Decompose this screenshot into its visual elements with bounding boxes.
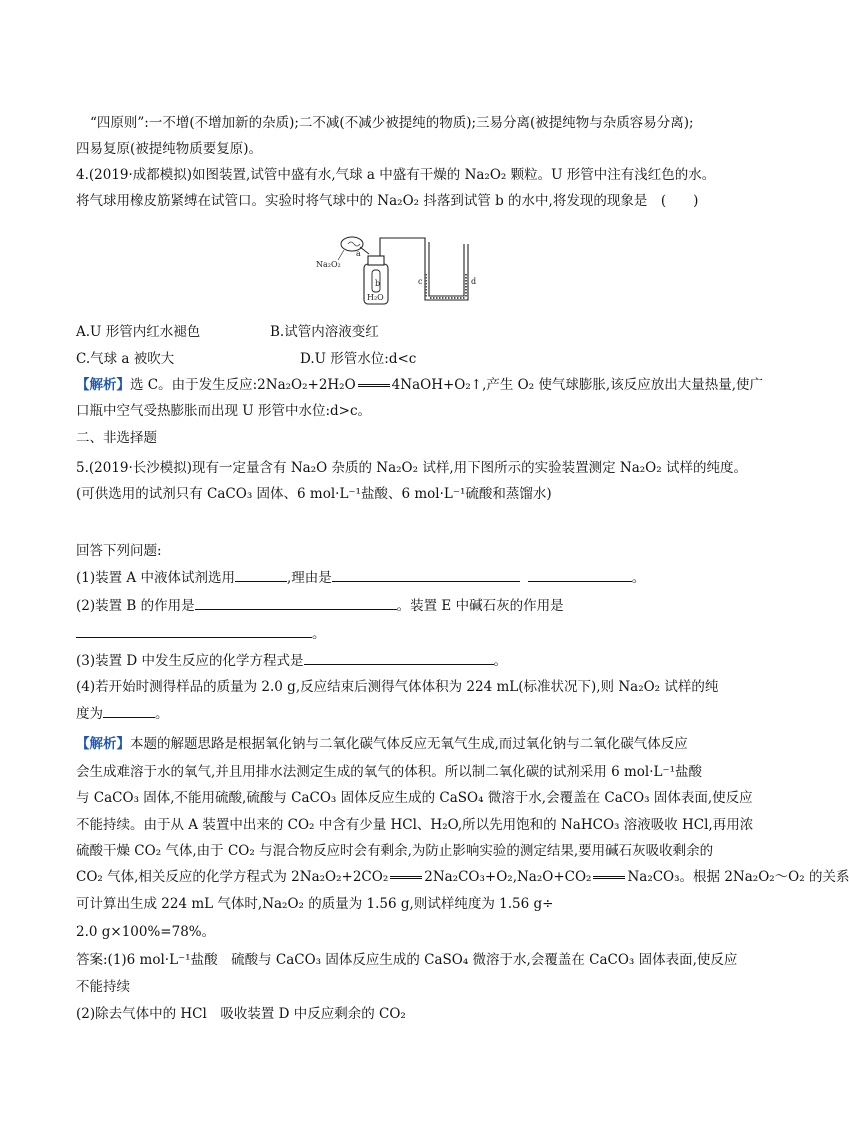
q5-analysis-line-6: CO₂ 气体,相关反应的化学方程式为 2Na₂O₂+2CO₂ 2Na₂CO₃+O₂,Na₂O+CO₂ Na₂CO₃。根据 2Na₂O₂～O₂ 的关系 — [76, 869, 849, 885]
q5-analysis-line-8: 2.0 g×100%=78%。 — [76, 924, 216, 940]
q5-sub3: (3)装置 D 中发生反应的化学方程式是 。 — [76, 650, 507, 671]
q5-analysis-line-4: 不能持续。由于从 A 装置中出来的 CO₂ 中含有少量 HCl、H₂O,所以先用饱和的 NaHCO₃ 溶液吸收 HCl,再用浓 — [76, 817, 754, 833]
q4-analysis-line-2: 口瓶中空气受热膨胀而出现 U 形管中水位:d>c。 — [76, 403, 372, 419]
label-c: c — [418, 277, 423, 286]
q5-answer-line-3: (2)除去气体中的 HCl 吸收装置 D 中反应剩余的 CO₂ — [76, 1006, 406, 1022]
q5-sub4-line-1: (4)若开始时测得样品的质量为 2.0 g,反应结束后测得气体体积为 224 mL(标准状况下),则 Na₂O₂ 试样的纯 — [76, 679, 719, 695]
q5-sub1: (1)装置 A 中液体试剂选用 ,理由是 。 — [76, 567, 645, 588]
q5-analysis-line-2: 会生成难溶于水的氧气,并且用排水法测定生成的氧气的体积。所以制二氧化碳的试剂采用 6 mol·L⁻¹盐酸 — [76, 764, 703, 780]
q4-apparatus-figure — [308, 234, 488, 310]
q5-sub2: (2)装置 B 的作用是 。装置 E 中碱石灰的作用是 — [76, 595, 564, 616]
q4-stem-line-2: 将气球用橡皮筋紧缚在试管口。实验时将气球中的 Na₂O₂ 抖落到试管 b 的水中,将发现的现象是 ( ) — [76, 193, 699, 209]
q4-analysis-line-1: 【解析】选 C。由于发生反应:2Na₂O₂+2H₂O 4NaOH+O₂↑,产生 O₂ 使气球膨胀,该反应放出大量热量,使广 — [76, 377, 764, 393]
blank-reason-2 — [528, 567, 632, 582]
label-b: b — [375, 279, 381, 288]
blank-reason-1 — [332, 567, 520, 582]
blank-reagent — [235, 567, 287, 582]
q5-stem-line-1: 5.(2019·长沙模拟)现有一定量含有 Na₂O 杂质的 Na₂O₂ 试样,用下图所示的实验装置测定 Na₂O₂ 试样的纯度。 — [76, 460, 747, 476]
q4-stem-line-1: 4.(2019·成都模拟)如图装置,试管中盛有水,气球 a 中盛有干燥的 Na₂O₂ 颗粒。U 形管中注有浅红色的水。 — [76, 167, 716, 183]
q5-stem-line-2: (可供选用的试剂只有 CaCO₃ 固体、6 mol·L⁻¹盐酸、6 mol·L⁻¹硫酸和蒸馏水) — [76, 486, 552, 502]
q5-analysis-line-7: 可计算出生成 224 mL 气体时,Na₂O₂ 的质量为 1.56 g,则试样纯度为 1.56 g÷ — [76, 896, 554, 912]
label-na2o2: Na₂O₂ — [316, 260, 341, 269]
principle-line-2: 四易复原(被提纯物质要复原)。 — [76, 141, 263, 157]
q5-answer-line-2: 不能持续 — [76, 979, 130, 995]
blank-device-b — [195, 595, 397, 610]
q5-analysis-line-3: 与 CaCO₃ 固体,不能用硫酸,硫酸与 CaCO₃ 固体反应生成的 CaSO₄ 微溶于水,会覆盖在 CaCO₃ 固体表面,使反应 — [76, 790, 753, 806]
q5-answer-line-1: 答案:(1)6 mol·L⁻¹盐酸 硫酸与 CaCO₃ 固体反应生成的 CaSO₄ 微溶于水,会覆盖在 CaCO₃ 固体表面,使反应 — [76, 952, 738, 968]
q5-sub4-line-2: 度为 。 — [76, 703, 169, 724]
apparatus-diagram — [308, 234, 488, 310]
label-a: a — [356, 249, 361, 258]
q4-option-d: D.U 形管水位:d<c — [300, 351, 417, 367]
q4-option-c: C.气球 a 被吹大 — [76, 351, 175, 367]
q5-sub2-continued: 。 — [76, 623, 326, 644]
blank-purity — [103, 703, 155, 718]
section-heading: 二、非选择题 — [76, 430, 157, 446]
q4-analysis-tag: 【解析】 — [76, 377, 130, 393]
label-h2o: H₂O — [367, 293, 384, 302]
q4-option-b: B.试管内溶液变红 — [270, 324, 379, 340]
q4-option-a: A.U 形管内红水褪色 — [76, 324, 201, 340]
blank-device-e — [76, 623, 312, 638]
u-tube — [429, 242, 464, 296]
q5-analysis-line-5: 硫酸干燥 CO₂ 气体,由于 CO₂ 与混合物反应时会有剩余,为防止影响实验的测定结果,要用碱石灰吸收剩余的 — [76, 843, 714, 859]
label-d: d — [471, 277, 477, 286]
q5-analysis-tag: 【解析】 — [76, 736, 130, 752]
blank-equation — [304, 650, 494, 665]
principle-line-1: “四原则”:一不增(不增加新的杂质);二不减(不减少被提纯的物质);三易分离(被提纯物与杂质容易分离); — [90, 115, 694, 131]
reaction-arrow — [358, 384, 390, 387]
q5-analysis-line-1: 【解析】本题的解题思路是根据氧化钠与二氧化碳气体反应无氧气生成,而过氧化钠与二氧化碳气体反应 — [76, 736, 688, 752]
q5-answer-prompt: 回答下列问题: — [76, 543, 162, 559]
